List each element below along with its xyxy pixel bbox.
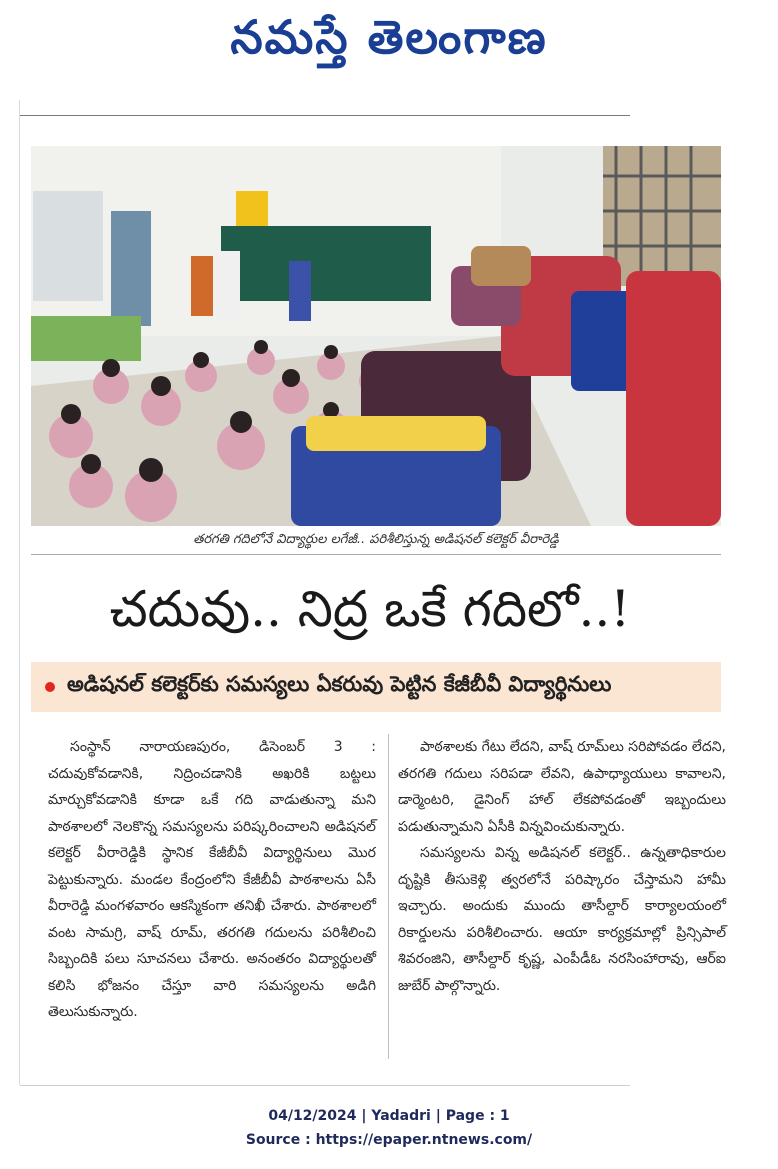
footer	[0, 1104, 778, 1152]
masthead	[0, 0, 778, 86]
top-divider	[20, 115, 630, 116]
article-paragraph: సమస్యలను విన్న అడిషనల్ కలెక్టర్.. ఉన్నతాధికారుల దృష్టికి తీసుకెళ్లి త్వరలోనే పరిష్కారం చేస్తామని హామీ ఇచ్చారు. అందుకు ముందు తాసీల్దార్ కార్యాలయంలో రికార్డులను పరిశీలించారు. ఆయా కార్యక్రమాల్లో ప్రిన్సిపాల్ శివరంజిని, తాసీల్దార్ కృష్ణ, ఎంపీడీఓ నరసింహారావు, ఆర్ఐ జుబేర్ పాల్గొన్నారు.	[398, 845, 726, 994]
source-link[interactable]: Source : https://epaper.ntnews.com/	[245, 1132, 533, 1148]
subheadline: అడిషనల్ కలెక్టర్‌కు సమస్యలు ఏకరువు పెట్టిన కేజీబీవీ విద్యార్థినులు	[67, 672, 612, 696]
article-column-left	[48, 734, 376, 1026]
article-paragraph: పాఠశాలకు గేటు లేదని, వాష్ రూమ్‌లు సరిపోవడం లేదని, తరగతి గదులు సరిపడా లేవని, ఉపాధ్యాయులు కావాలని, డార్మెంటరి, డైనింగ్ హాల్ లేకపోవడంతో ఇబ్బందులు పడుతున్నామని ఏసీకి విన్నవించుకున్నారు.	[398, 739, 726, 835]
column-divider	[388, 734, 389, 1059]
headline: చదువు.. నిద్ర ఒకే గదిలో..!	[109, 579, 631, 638]
news-photo	[31, 146, 721, 526]
edition-info: 04/12/2024 | Yadadri | Page : 1	[268, 1108, 510, 1124]
article-paragraph: సంస్థాన్ నారాయణపురం, డిసెంబర్ 3 : చదువుకోవడానికి, నిద్రించడానికి అఖరికి బట్టలు మార్చుకోవడానికి కూడా ఒకే గది వాడుతున్నా మని పాఠశాలలో నెలకొన్న సమస్యలను పరిష్కరించాలని అడిషనల్ కలెక్టర్ వీరారెడ్డికి స్థానిక కేజీబీవీ విద్యార్థినులు మొర పెట్టుకున్నారు. మండల కేంద్రంలోని కేజీబీవీ పాఠశాలను ఏసీ వీరారెడ్డి మంగళవారం ఆకస్మికంగా తనిఖీ చేశారు. పాఠశాలలో వంట సామగ్రి, వాష్ రూమ్, తరగతి గదులను పరిశీలించి సిబ్బందికి పలు సూచనలు చేశారు. అనంతరం విద్యార్థులతో కలిసి భోజనం చేస్తూ వారి సమస్యలను అడిగి తెలుసుకున్నారు.	[48, 739, 376, 1020]
bottom-divider	[20, 1085, 630, 1086]
article-column-right	[398, 734, 726, 999]
subheadline-bar	[31, 662, 721, 712]
photo-caption: తరగతి గదిలోనే విద్యార్థుల లగేజీ.. పరిశీలిస్తున్న అడిషనల్ కలెక్టర్ వీరారెడ్డి	[31, 528, 721, 555]
newspaper-logo: నమస్తే తెలంగాణ	[230, 10, 548, 64]
bullet-icon	[45, 682, 55, 692]
